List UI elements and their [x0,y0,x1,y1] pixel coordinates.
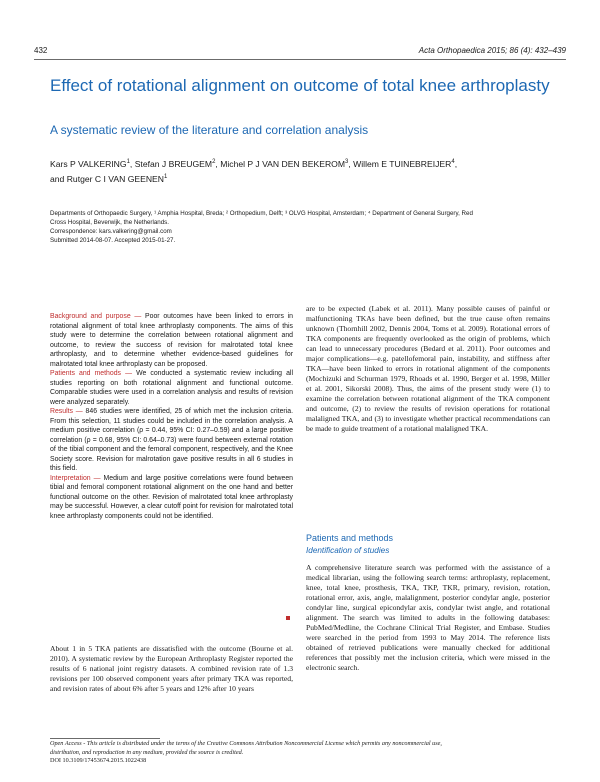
footer-divider [50,738,160,739]
affiliations [50,209,555,245]
body-paragraph: are to be expected (Labek et al. 2011). Many possible causes of painful or malfunctioning TKAs have been defined, but the true cause often remains unknown (Thornhill 2002, Dennis 2004, Toms et al. 2009). Rotational errors of TKA components are frequently overlooked as the origin of problems, which can lead to unnecessary procedures (Bedard et al. 2011). Poor outcomes and major complications—e.g. patellofemoral pain, instability, and stiffness after TKA—have been linked to errors in rotational alignment of the components (Mochizuki and Schurman 1979, Rhoads et al. 1990, Berger et al. 1998, Miller et al. 2001, Sikorski 2008). Thus, the aims of the present study were (1) to examine the correlation between rotational alignment of the TKA component and outcome, (2) to review the results of revision operations for rotational malaligned TKA, and (3) to investigate whether practical recommendations can be made to guide treatment of a rotational malaligned TKA. [306,304,550,433]
body-paragraph: A comprehensive literature search was performed with the assistance of a medical librarian, using the following search terms: arthroplasty, replacement, knee, total knee, prosthesis, TKA, TKP, TKR, primary, revision, rotation, rotational error, axis, angle, malalignment, posterior condylar angle, posterior condylar line, surgical epicondylar axis, condylar twist angle, and rotational alignment. The search was limited to adults in the following databases: PubMed/Medline, the Cochrane Clinical Trial Register, and Embase. Studies were searched in the period from 1993 to May 2014. The reference lists obtained of retrieved publications were manually checked for additional references that possibly met the inclusion criteria, which were missed in the electronic search. [306,563,550,672]
running-header [34,46,566,60]
author [50,174,167,184]
abstract-heading: Patients and methods — [50,370,132,377]
body-paragraph: About 1 in 5 TKA patients are dissatisfied with the outcome (Bourne et al. 2010). A systematic review by the European Arthroplasty Register reported the results of 6 national joint registry datasets. A combined revision rate of 1.3 revisions per 100 observed component years after primary TKA was reported, and revision rates of about 6% after 5 years and 12% after 10 years [50,644,293,693]
abstract-end-marker [286,616,290,620]
abstract-text: Poor outcomes have been linked to errors in rotational alignment of total knee arthroplasty components. The aims of this study were to determine the correlation between rotational alignment and outcome, to review the success of revision for malrotated total knee arthroplasty, and to determine whether evidence-based guidelines for malrotated total knee arthroplasty can be proposed. [50,313,293,368]
author-affiliation-mark: 3 [345,159,349,165]
abstract-interpretation [50,474,293,522]
doi: DOI 10.3109/17453674.2015.1022438 [50,757,147,764]
author-name: Stefan J BREUGEM [134,158,213,169]
journal-citation: Acta Orthopaedica 2015; 86 (4): 432–439 [418,46,566,55]
author-name: Willem E TUINEBREIJER [353,158,452,169]
author-separator: , [348,158,354,169]
author-affiliation-mark: 2 [212,159,216,165]
author-affiliation-mark: 4 [451,159,455,165]
page-number: 432 [34,46,48,55]
author-list [50,156,550,187]
abstract-methods [50,369,293,407]
introduction [50,644,293,694]
author [50,159,135,169]
author-name: Kars P VALKERING [50,158,127,169]
correspondence: Correspondence: kars.valkering@gmail.com [50,228,172,235]
affiliation-line: Departments of Orthopaedic Surgery, ¹ Amphia Hospital, Breda; ² Orthopedium, Delft; ³ OLVG Hospital, Amsterdam; ⁴ Department of General Surgery, Red [50,210,473,217]
abstract-heading: Background and purpose — [50,313,142,320]
author-separator: , [129,158,135,169]
abstract-results [50,407,293,474]
header-divider [34,59,566,60]
article-title: Effect of rotational alignment on outcome of total knee arthroplasty [50,76,550,95]
abstract-heading: Results — [50,408,83,415]
author [353,159,457,169]
introduction-continued [306,304,550,434]
abstract [50,312,293,521]
author [220,159,353,169]
author-affiliation-mark: 1 [126,159,130,165]
author-name: Michel P J VAN DEN BEKEROM [220,158,346,169]
article-subtitle: A systematic review of the literature and correlation analysis [50,123,369,137]
abstract-heading: Interpretation — [50,474,101,482]
author [135,159,221,169]
abstract-text: We conducted a systematic review including all studies reporting on both rotational alignment and functional outcome. Comparable studies were used in a correlation analysis and results of revision were analyzed separately. [50,370,293,406]
license-note: Open Access - This article is distributed under the terms of the Creative Commons Attribution Noncommercial License which permits any noncommercial use, [50,740,442,747]
methods-section [306,563,550,673]
author-name: and Rutger C I VAN GEENEN [50,174,164,185]
author-affiliation-mark: 1 [164,174,168,181]
footer [50,740,555,766]
submission-dates: Submitted 2014-08-07. Accepted 2015-01-27. [50,237,176,244]
abstract-text: Medium and large positive correlations were found between tibial and femoral component rotational alignment on the one hand and better functional outcome on the other. Revision of malrotated total knee arthroplasty may be successful. However, a clear cutoff point for revision for malrotated total knee arthroplasty components could not be identified. [50,474,293,520]
subsection-heading: Identification of studies [306,546,390,555]
author-separator: , [215,158,221,169]
abstract-background [50,312,293,369]
license-note: distribution, and reproduction in any medium, provided the source is credited. [50,748,244,756]
abstract-text: 846 studies were identified, 25 of which met the inclusion criteria. From this selection, 11 studies could be included in the correlation analysis. A medium positive correlation (ρ = 0.44, 95% CI: 0.27–0.59) and a large positive correlation (ρ = 0.68, 95% CI: 0.64–0.73) were found between external rotation of the tibial component and the femoral component, respectively, and the Knee Society score. Revision for malrotation gave positive results in all 6 studies in this field. [50,408,293,472]
affiliation-line: Cross Hospital, Beverwijk, the Netherlands. [50,219,169,226]
section-heading: Patients and methods [306,533,394,543]
author-separator: , [454,158,458,169]
